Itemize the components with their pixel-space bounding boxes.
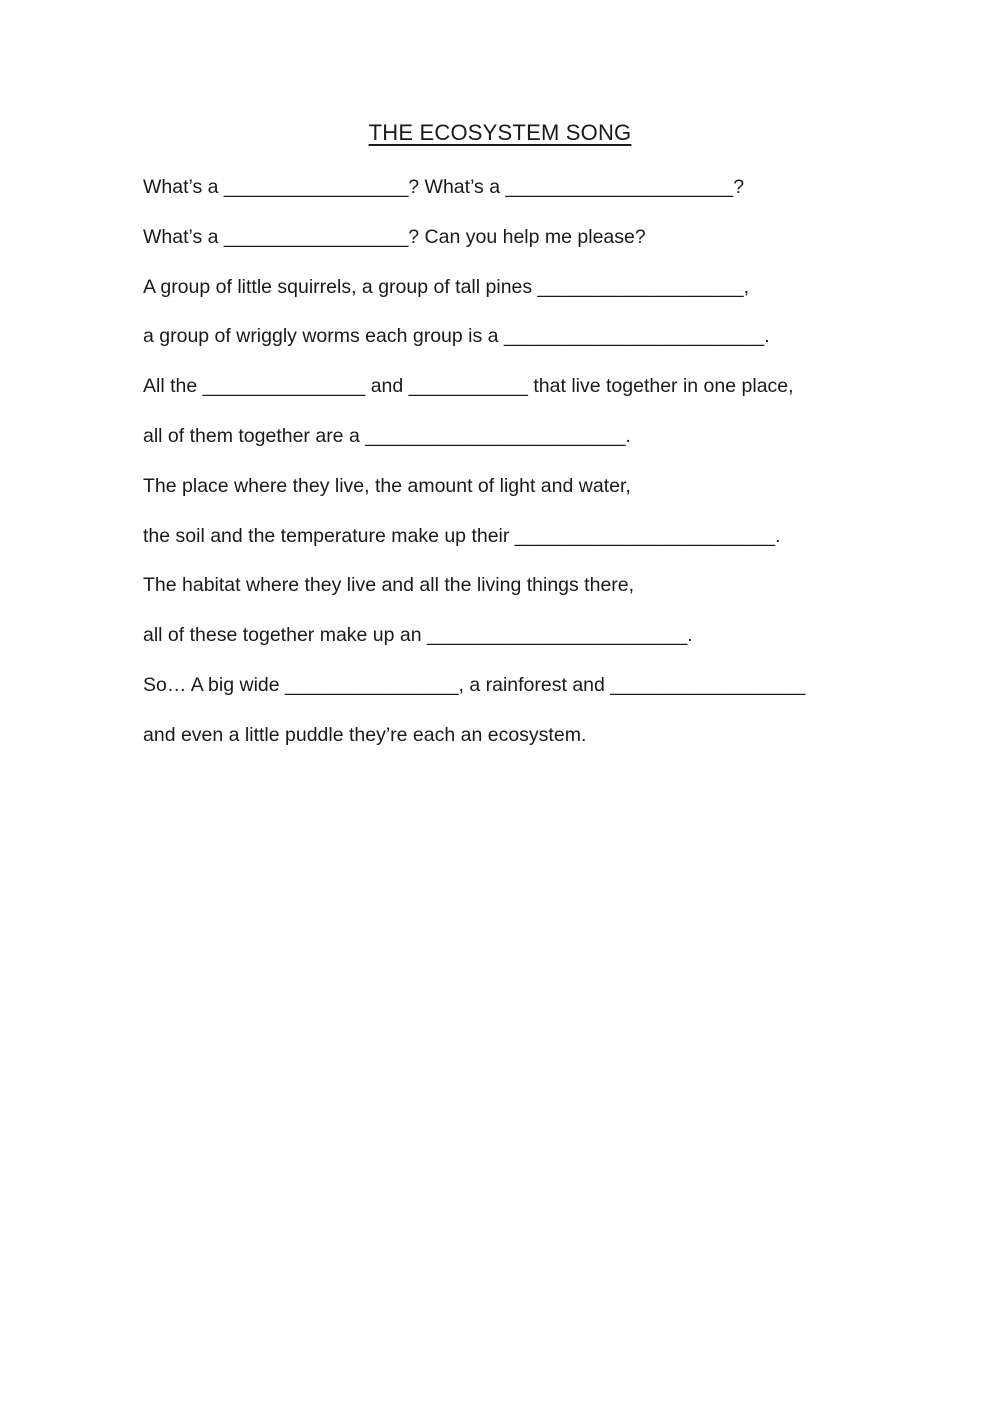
worksheet-title: THE ECOSYSTEM SONG xyxy=(368,120,632,145)
lyric-line: and even a little puddle they’re each an ecosystem. xyxy=(143,723,587,746)
lyric-line: All the _______________ and ___________ that live together in one place, xyxy=(143,375,794,398)
lyric-line: So… A big wide ________________, a rainforest and __________________ xyxy=(143,673,806,696)
lyric-line: The habitat where they live and all the living things there, xyxy=(143,574,635,597)
lyric-line: all of them together are a ________________________. xyxy=(143,424,631,447)
lyric-line: a group of wriggly worms each group is a ________________________. xyxy=(143,325,770,348)
song-lyrics xyxy=(143,172,943,770)
lyric-line: The place where they live, the amount of light and water, xyxy=(143,474,631,497)
lyric-line: What’s a _________________? Can you help me please? xyxy=(143,225,646,248)
lyric-line: What’s a _________________? What’s a _____________________? xyxy=(143,176,745,198)
lyric-line: A group of little squirrels, a group of tall pines ___________________, xyxy=(143,275,750,298)
lyric-line: all of these together make up an ________________________. xyxy=(143,624,693,647)
lyric-line: the soil and the temperature make up their ________________________. xyxy=(143,524,781,547)
